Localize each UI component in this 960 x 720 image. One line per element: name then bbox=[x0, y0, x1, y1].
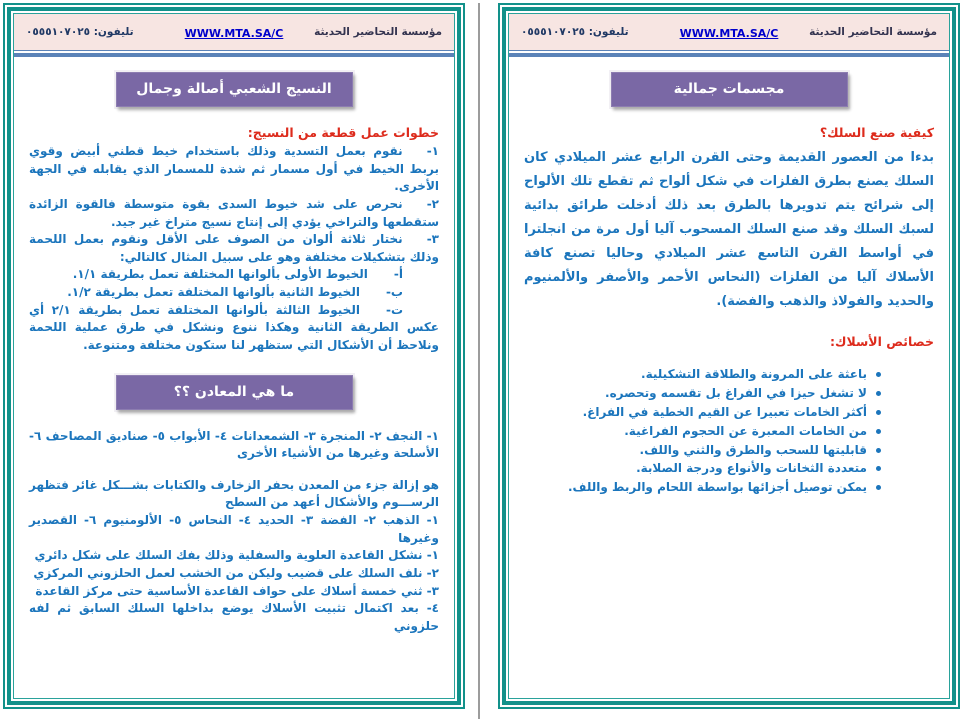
phone-number: تليفون: ٠٥٥٥١٠٧٠٢٥ bbox=[520, 25, 629, 38]
list-subitem bbox=[29, 284, 439, 302]
item-text: الخيوط الثانية بألوانها المختلفة تعمل بطريقة ١/٢. bbox=[67, 285, 360, 299]
item-text: متعددة الثخانات والأنواع ودرجة الصلابة. bbox=[636, 461, 867, 476]
page-divider bbox=[478, 3, 480, 719]
page-body bbox=[13, 13, 455, 699]
page-frame-mid bbox=[502, 7, 956, 705]
item-text: يمكن توصيل أجزائها بواسطة اللحام والربط واللف. bbox=[567, 480, 867, 495]
page-figures bbox=[498, 3, 960, 720]
page-title: مجسمات جمالية bbox=[611, 72, 848, 107]
bullet-icon bbox=[876, 429, 881, 434]
list-item bbox=[29, 196, 439, 231]
page-weaving bbox=[3, 3, 465, 720]
page-frame-mid bbox=[7, 7, 461, 705]
section-heading-wire: كيفية صنع السلك؟ bbox=[819, 125, 934, 140]
list-item bbox=[29, 143, 439, 196]
wire-history-paragraph: بدءا من العصور القديمة وحتى القرن الرابع عشر الميلادي كان السلك يصنع بطرق الفلزات في شكل ألواح ثم تقطع تلك الألواح إلى شرائح يتم تدويرها بالطرق بعد ذلك أدخلت طرائق بدائية لسبك السلك وقد صنع السلك المسحوب آليا أول مرة من انجلترا في أواسط القرن التاسع عشر الميلادي وحاليا تصنع كافة الأسلاك آليا من الفلزات (النحاس الأحمر والأصفر والألمنيوم والحديد والفولاذ والذهب والفضة). bbox=[524, 150, 934, 310]
org-name: مؤسسة التحاضير الحديثة bbox=[809, 25, 937, 38]
wire-step-3: ٣- ثني خمسة أسلاك على حواف القاعدة الأساسية حتى مركز القاعدة bbox=[35, 583, 439, 598]
list-item bbox=[524, 384, 882, 403]
list-item bbox=[524, 459, 882, 478]
engraving-definition: هو إزالة جزء من المعدن بحفر الزخارف والكتابات بشـــكل غائر فتظهر الرســـوم والأشكال أعهد من السطح bbox=[29, 477, 439, 510]
item-text: الخيوط الثالثة بألوانها المختلفة تعمل بطريقة ٢/١ أي عكس الطريقة الثانية وهكذا ننوع ونشكل في طرق عملية اللحمة ونلاحظ أن الأشكال التي ستظهر لنا ستكون مختلفة ومتنوعة. bbox=[29, 302, 439, 352]
metals-types: ١- الذهب ٢- الفضة ٣- الحديد ٤- النحاس ٥- الألومنيوم ٦- القصدير وغيرها bbox=[29, 513, 439, 545]
item-marker: أ- bbox=[393, 267, 403, 282]
list-item bbox=[524, 478, 882, 497]
item-text: أكثر الخامات تعبيرا عن القيم الخطية في الفراغ. bbox=[582, 404, 867, 419]
header-rule-thick bbox=[14, 53, 454, 57]
metals-objects: ١- النجف ٢- المنجرة ٣- الشمعدانات ٤- الأبواب ٥- صناديق المصاحف ٦- الأسلحة وغيرها من الأشياء الأخرى bbox=[29, 428, 439, 461]
page-frame-outer bbox=[3, 3, 465, 709]
page-body bbox=[508, 13, 950, 699]
org-name: مؤسسة التحاضير الحديثة bbox=[314, 25, 442, 38]
page-content bbox=[509, 72, 949, 497]
website-link[interactable]: WWW.MTA.SA/C bbox=[679, 27, 779, 40]
title-row bbox=[524, 72, 934, 107]
page-content bbox=[14, 72, 454, 635]
list-item bbox=[524, 422, 882, 441]
item-text: نقوم بعمل التسدية وذلك باستخدام خيط قطني أبيض وقوي بربط الخيط في أول مسمار ثم شدة للمسمار الذي يقابله في الجهة الأخرى. bbox=[29, 144, 439, 194]
item-marker: ت- bbox=[385, 302, 404, 317]
page-title: النسيج الشعبي أصالة وجمال bbox=[116, 72, 353, 107]
list-item bbox=[524, 365, 882, 384]
list-subitem bbox=[29, 302, 439, 355]
item-text: نحرص على شد خيوط السدى بقوة متوسطة فالقوة الزائدة ستقطعها والتراخي يؤدي إلى إنتاج نسيج متراخ غير جيد. bbox=[29, 196, 439, 229]
wire-step-2: ٢- نلف السلك على قضيب وليكن من الخشب لعمل الحلزوني المركزي bbox=[33, 565, 439, 580]
item-text: لا تشغل حيزا في الفراغ بل تقسمه وتحصره. bbox=[605, 386, 867, 401]
phone-number: تليفون: ٠٥٥٥١٠٧٠٢٥ bbox=[25, 25, 134, 38]
list-subitem bbox=[29, 266, 439, 284]
wire-properties-list bbox=[524, 365, 934, 497]
bullet-icon bbox=[876, 410, 881, 415]
website-link[interactable]: WWW.MTA.SA/C bbox=[184, 27, 284, 40]
item-text: من الخامات المعبرة عن الحجوم الفراغية. bbox=[624, 423, 867, 438]
wire-step-1: ١- نشكل القاعدة العلوية والسفلية وذلك بفك السلك على شكل دائري bbox=[34, 548, 439, 563]
section-heading-steps: خطوات عمل قطعة من النسيج: bbox=[247, 125, 439, 140]
item-marker: ب- bbox=[385, 285, 403, 299]
page-header bbox=[509, 14, 949, 50]
item-text: الخيوط الأولى بألوانها المختلفة تعمل بطريقة ١/١. bbox=[72, 267, 368, 282]
website-link-wrap bbox=[173, 22, 295, 41]
title-row bbox=[29, 72, 439, 107]
bullet-icon bbox=[876, 372, 881, 377]
title-row-2 bbox=[29, 375, 439, 410]
item-marker: ٢- bbox=[426, 196, 439, 211]
item-marker: ١- bbox=[426, 144, 439, 158]
bullet-icon bbox=[876, 485, 881, 490]
bullet-icon bbox=[876, 391, 881, 396]
item-text: نختار ثلاثة ألوان من الصوف على الأقل ونقوم بعمل اللحمة وذلك بتشكيلات مختلفة وهو على سبيل المثال كالتالي: bbox=[29, 232, 439, 264]
wire-step-4: ٤- بعد اكتمال تثبيت الأسلاك يوضع بداخلها السلك السابق ثم لفه حلزوني bbox=[29, 601, 439, 633]
item-text: قابليتها للسحب والطرق والثني واللف. bbox=[639, 442, 867, 457]
list-item bbox=[524, 441, 882, 460]
item-marker: ٣- bbox=[426, 232, 439, 247]
page-frame-outer bbox=[498, 3, 960, 709]
bullet-icon bbox=[876, 448, 881, 453]
header-rule-thick bbox=[509, 53, 949, 57]
page-subtitle: ما هي المعادن ؟؟ bbox=[116, 375, 353, 410]
website-link-wrap bbox=[668, 22, 790, 41]
list-item bbox=[524, 403, 882, 422]
steps-list bbox=[29, 143, 439, 355]
bullet-icon bbox=[876, 466, 881, 471]
list-item bbox=[29, 231, 439, 266]
metals-section bbox=[29, 428, 439, 636]
page-header bbox=[14, 14, 454, 50]
section-heading-properties: خصائص الأسلاك: bbox=[830, 334, 934, 350]
item-text: باعثة على المرونة والطلاقة التشكيلية. bbox=[641, 367, 867, 382]
